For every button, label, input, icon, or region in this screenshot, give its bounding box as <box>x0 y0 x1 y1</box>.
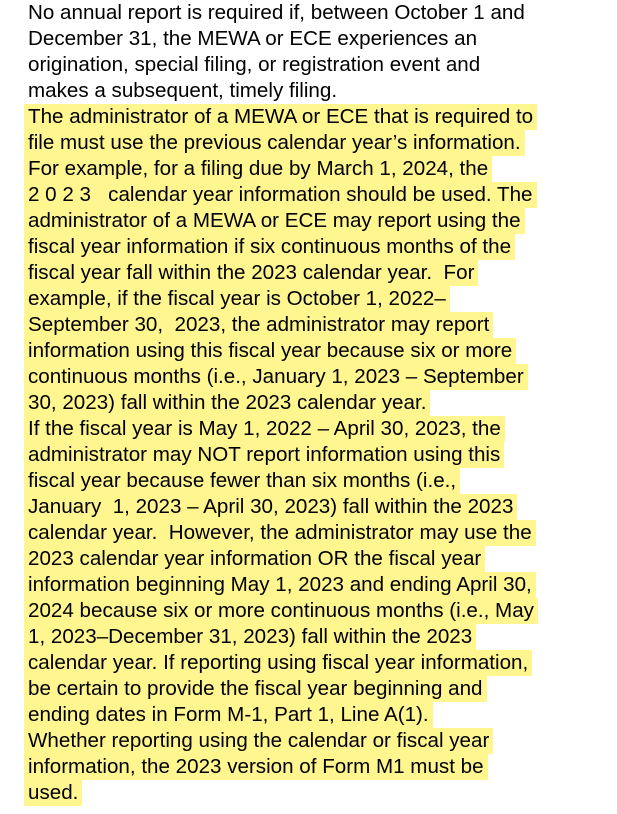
highlighted-line: information, the 2023 version of Form M1 must be <box>24 754 614 780</box>
highlighted-line: 2024 because six or more continuous months (i.e., May <box>24 598 614 624</box>
text-line: origination, special filing, or registration event and <box>28 53 481 76</box>
text-line: December 31, the MEWA or ECE experiences an <box>28 27 478 50</box>
highlighted-line: calendar year. However, the administrator may use the <box>24 520 614 546</box>
document-body <box>24 0 614 806</box>
highlighted-line: If the fiscal year is May 1, 2022 – April 30, 2023, the <box>24 416 614 442</box>
highlighted-line: 30, 2023) fall within the 2023 calendar year. <box>24 390 614 416</box>
highlighted-line: be certain to provide the fiscal year beginning and <box>24 676 614 702</box>
highlighted-line: fiscal year fall within the 2023 calendar year. For <box>24 260 614 286</box>
highlighted-line: September 30, 2023, the administrator may report <box>24 312 614 338</box>
paragraph-previous-calendar-year <box>24 104 614 416</box>
highlighted-line: ending dates in Form M-1, Part 1, Line A(1). <box>24 702 614 728</box>
highlighted-line: fiscal year information if six continuous months of the <box>24 234 614 260</box>
paragraph-no-annual-report <box>24 0 614 104</box>
paragraph-form-version <box>24 728 614 806</box>
highlighted-line: file must use the previous calendar year’s information. <box>24 130 614 156</box>
highlighted-line: 2 0 2 3 calendar year information should be used. The <box>24 182 614 208</box>
highlighted-line: Whether reporting using the calendar or fiscal year <box>24 728 614 754</box>
highlighted-line: For example, for a filing due by March 1, 2024, the <box>24 156 614 182</box>
highlighted-line: 1, 2023–December 31, 2023) fall within the 2023 <box>24 624 614 650</box>
highlighted-line: calendar year. If reporting using fiscal year information, <box>24 650 614 676</box>
highlighted-line: 2023 calendar year information OR the fiscal year <box>24 546 614 572</box>
highlighted-line: example, if the fiscal year is October 1, 2022– <box>24 286 614 312</box>
highlighted-line: continuous months (i.e., January 1, 2023 – September <box>24 364 614 390</box>
highlighted-line: January 1, 2023 – April 30, 2023) fall within the 2023 <box>24 494 614 520</box>
highlighted-line: information using this fiscal year because six or more <box>24 338 614 364</box>
text-line: No annual report is required if, between October 1 and <box>28 1 525 24</box>
highlighted-line: administrator may NOT report information using this <box>24 442 614 468</box>
text-line: makes a subsequent, timely filing. <box>28 79 338 102</box>
paragraph-fiscal-year-example <box>24 416 614 728</box>
highlighted-line: information beginning May 1, 2023 and ending April 30, <box>24 572 614 598</box>
highlighted-line: administrator of a MEWA or ECE may report using the <box>24 208 614 234</box>
highlighted-line: fiscal year because fewer than six months (i.e., <box>24 468 614 494</box>
highlighted-line: used. <box>24 780 614 806</box>
highlighted-line: The administrator of a MEWA or ECE that is required to <box>24 104 614 130</box>
